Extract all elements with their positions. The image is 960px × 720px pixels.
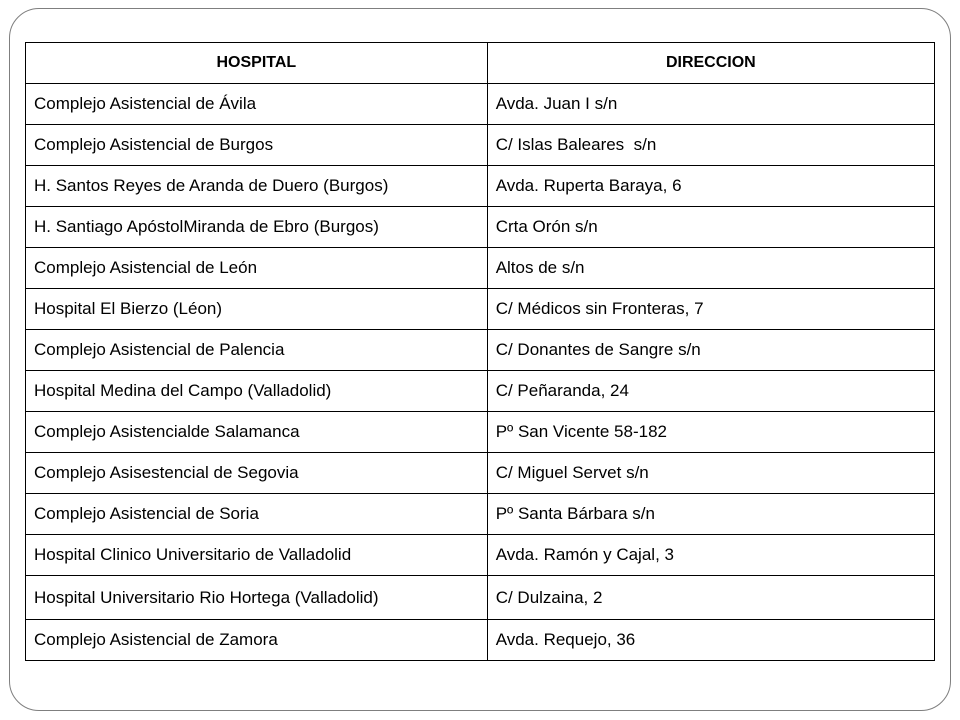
cell-direccion: Altos de s/n xyxy=(487,248,934,289)
cell-direccion: Avda. Ruperta Baraya, 6 xyxy=(487,166,934,207)
table-row xyxy=(26,166,935,207)
table-row xyxy=(26,494,935,535)
cell-hospital: Complejo Asistencial de Burgos xyxy=(26,125,488,166)
cell-hospital: Complejo Asisestencial de Segovia xyxy=(26,453,488,494)
table-row xyxy=(26,371,935,412)
cell-direccion: Avda. Requejo, 36 xyxy=(487,620,934,661)
hospital-table xyxy=(25,42,935,661)
cell-hospital: H. Santos Reyes de Aranda de Duero (Burgos) xyxy=(26,166,488,207)
cell-hospital: Complejo Asistencial de Ávila xyxy=(26,84,488,125)
table-row xyxy=(26,576,935,620)
cell-direccion: Pº Santa Bárbara s/n xyxy=(487,494,934,535)
table-header-row xyxy=(26,43,935,84)
cell-direccion: C/ Peñaranda, 24 xyxy=(487,371,934,412)
cell-hospital: Complejo Asistencialde Salamanca xyxy=(26,412,488,453)
cell-direccion: Crta Orón s/n xyxy=(487,207,934,248)
cell-direccion: Pº San Vicente 58-182 xyxy=(487,412,934,453)
cell-hospital: Complejo Asistencial de Palencia xyxy=(26,330,488,371)
cell-direccion: C/ Dulzaina, 2 xyxy=(487,576,934,620)
cell-hospital: H. Santiago ApóstolMiranda de Ebro (Burgos) xyxy=(26,207,488,248)
cell-direccion: C/ Médicos sin Fronteras, 7 xyxy=(487,289,934,330)
table-row xyxy=(26,289,935,330)
cell-direccion: C/ Donantes de Sangre s/n xyxy=(487,330,934,371)
cell-hospital: Hospital Universitario Rio Hortega (Valladolid) xyxy=(26,576,488,620)
table-row xyxy=(26,535,935,576)
cell-direccion: C/ Miguel Servet s/n xyxy=(487,453,934,494)
cell-hospital: Hospital Medina del Campo (Valladolid) xyxy=(26,371,488,412)
table-row xyxy=(26,412,935,453)
cell-hospital: Complejo Asistencial de Soria xyxy=(26,494,488,535)
table-row xyxy=(26,248,935,289)
table-row xyxy=(26,330,935,371)
table-row xyxy=(26,453,935,494)
header-hospital: HOSPITAL xyxy=(26,43,488,84)
cell-hospital: Hospital El Bierzo (Léon) xyxy=(26,289,488,330)
cell-direccion: Avda. Ramón y Cajal, 3 xyxy=(487,535,934,576)
table-row xyxy=(26,125,935,166)
table-row xyxy=(26,207,935,248)
cell-hospital: Complejo Asistencial de León xyxy=(26,248,488,289)
table-row xyxy=(26,620,935,661)
header-direccion: DIRECCION xyxy=(487,43,934,84)
table-row xyxy=(26,84,935,125)
cell-hospital: Complejo Asistencial de Zamora xyxy=(26,620,488,661)
cell-direccion: C/ Islas Baleares s/n xyxy=(487,125,934,166)
cell-direccion: Avda. Juan I s/n xyxy=(487,84,934,125)
cell-hospital: Hospital Clinico Universitario de Valladolid xyxy=(26,535,488,576)
